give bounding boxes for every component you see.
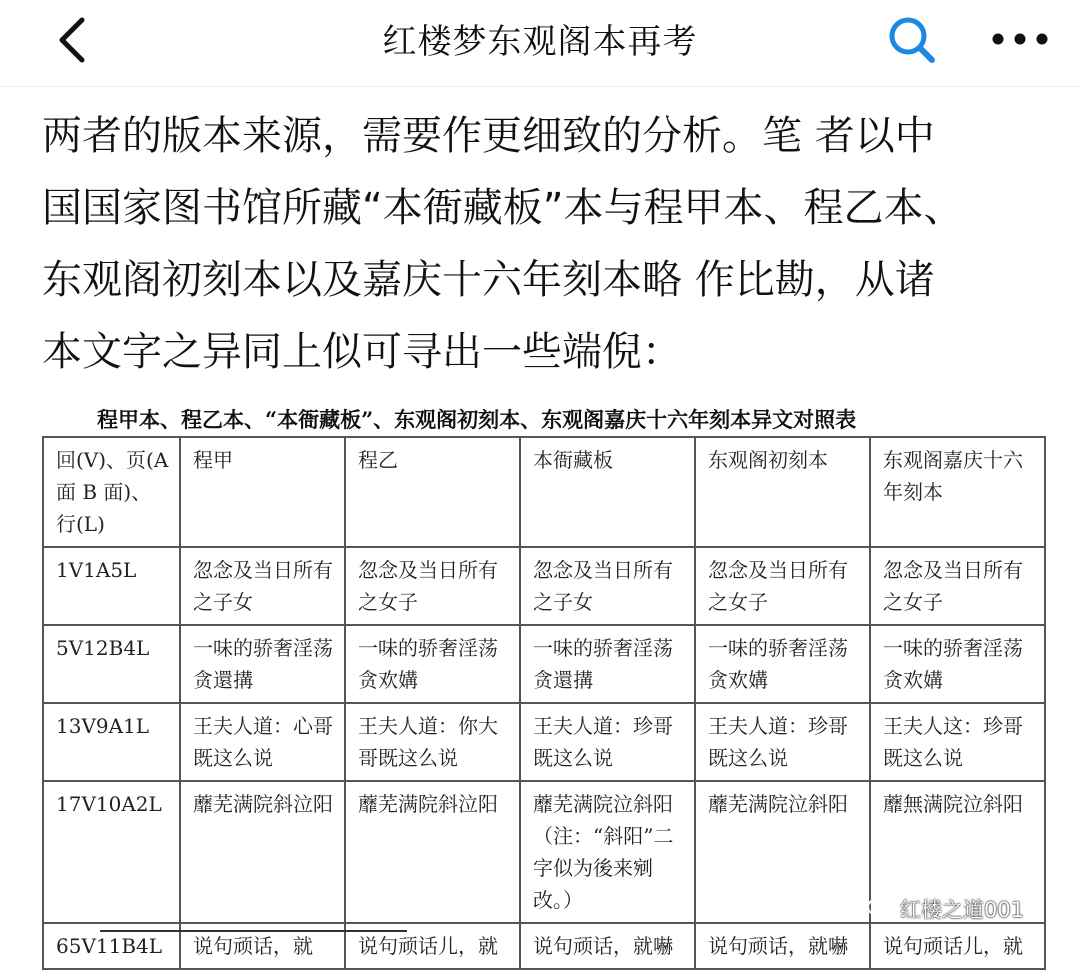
article-line: 两者的版本来源，需要作更细致的分析。笔 者以中 bbox=[42, 113, 935, 159]
table-row bbox=[43, 703, 1045, 781]
more-options-button[interactable] bbox=[990, 22, 1050, 56]
table-cell: 蘼芜满院泣斜阳 bbox=[695, 781, 870, 923]
table-cell: 说句顽话儿，就 bbox=[870, 923, 1045, 969]
table-header-row bbox=[43, 437, 1045, 547]
table-cell: 王夫人道：珍哥既这么说 bbox=[695, 703, 870, 781]
table-cell: 65V11B4L bbox=[43, 923, 180, 969]
table-header-cell: 东观阁初刻本 bbox=[695, 437, 870, 547]
table-header-cell: 程乙 bbox=[345, 437, 520, 547]
table-cell: 王夫人道：珍哥既这么说 bbox=[520, 703, 695, 781]
article-line: 东观阁初刻本以及嘉庆十六年刻本略 作比勘，从诸 bbox=[42, 257, 935, 303]
chevron-left-icon bbox=[50, 10, 94, 70]
watermark-text: 红楼之道001 bbox=[900, 898, 1025, 922]
comparison-table-image bbox=[42, 404, 1042, 970]
wechat-icon bbox=[866, 896, 896, 922]
table-cell: 17V10A2L bbox=[43, 781, 180, 923]
table-caption: 程甲本、程乙本、“本衙藏板”、东观阁初刻本、东观阁嘉庆十六年刻本异文对照表 bbox=[97, 407, 857, 432]
table-cell: 王夫人道：心哥既这么说 bbox=[180, 703, 345, 781]
table-header-cell: 程甲 bbox=[180, 437, 345, 547]
table-cell: 忽念及当日所有之女子 bbox=[345, 547, 520, 625]
divider-line bbox=[100, 930, 407, 932]
account-watermark bbox=[866, 894, 1024, 924]
table-cell: 忽念及当日所有之子女 bbox=[180, 547, 345, 625]
table-header-cell: 回(V)、页(A面 B 面)、行(L) bbox=[43, 437, 180, 547]
table-cell: 说句顽话，就 bbox=[180, 923, 345, 969]
table-cell: 王夫人这：珍哥既这么说 bbox=[870, 703, 1045, 781]
table-cell: 5V12B4L bbox=[43, 625, 180, 703]
page-title: 红楼梦东观阁本再考 bbox=[382, 22, 698, 62]
table-header-cell: 东观阁嘉庆十六年刻本 bbox=[870, 437, 1045, 547]
table-cell: 1V1A5L bbox=[43, 547, 180, 625]
table-cell: 王夫人道：你大哥既这么说 bbox=[345, 703, 520, 781]
search-button[interactable] bbox=[884, 12, 940, 68]
table-cell: 一味的骄奢淫荡贪欢媾 bbox=[870, 625, 1045, 703]
table-row bbox=[43, 547, 1045, 625]
table-cell: 13V9A1L bbox=[43, 703, 180, 781]
search-icon bbox=[884, 12, 940, 68]
table-cell: 一味的骄奢淫荡贪還搆 bbox=[180, 625, 345, 703]
table-cell: 忽念及当日所有之子女 bbox=[520, 547, 695, 625]
table-cell: 蘼芜满院泣斜阳（注：“斜阳”二字似为後来剜改。） bbox=[520, 781, 695, 923]
table-header-cell: 本衙藏板 bbox=[520, 437, 695, 547]
article-line: 国国家图书馆所藏“本衙藏板”本与程甲本、程乙本、 bbox=[42, 185, 964, 231]
top-navigation-bar bbox=[0, 0, 1079, 87]
table-cell: 说句顽话儿，就 bbox=[345, 923, 520, 969]
article-line: 本文字之异同上似可寻出一些端倪： bbox=[42, 329, 682, 375]
table-cell: 忽念及当日所有之女子 bbox=[870, 547, 1045, 625]
table-cell: 一味的骄奢淫荡贪還搆 bbox=[520, 625, 695, 703]
table-cell: 蘼無满院泣斜阳 bbox=[870, 781, 1045, 923]
variant-comparison-table bbox=[42, 436, 1046, 970]
more-dots-icon bbox=[990, 22, 1050, 56]
table-cell: 蘼芜满院斜泣阳 bbox=[180, 781, 345, 923]
table-row bbox=[43, 625, 1045, 703]
table-cell: 说句顽话，就嚇 bbox=[695, 923, 870, 969]
back-button[interactable] bbox=[50, 10, 94, 70]
table-cell: 忽念及当日所有之女子 bbox=[695, 547, 870, 625]
table-cell: 说句顽话，就嚇 bbox=[520, 923, 695, 969]
table-cell: 蘼芜满院斜泣阳 bbox=[345, 781, 520, 923]
article-body bbox=[42, 100, 1052, 388]
table-cell: 一味的骄奢淫荡贪欢媾 bbox=[695, 625, 870, 703]
table-cell: 一味的骄奢淫荡贪欢媾 bbox=[345, 625, 520, 703]
